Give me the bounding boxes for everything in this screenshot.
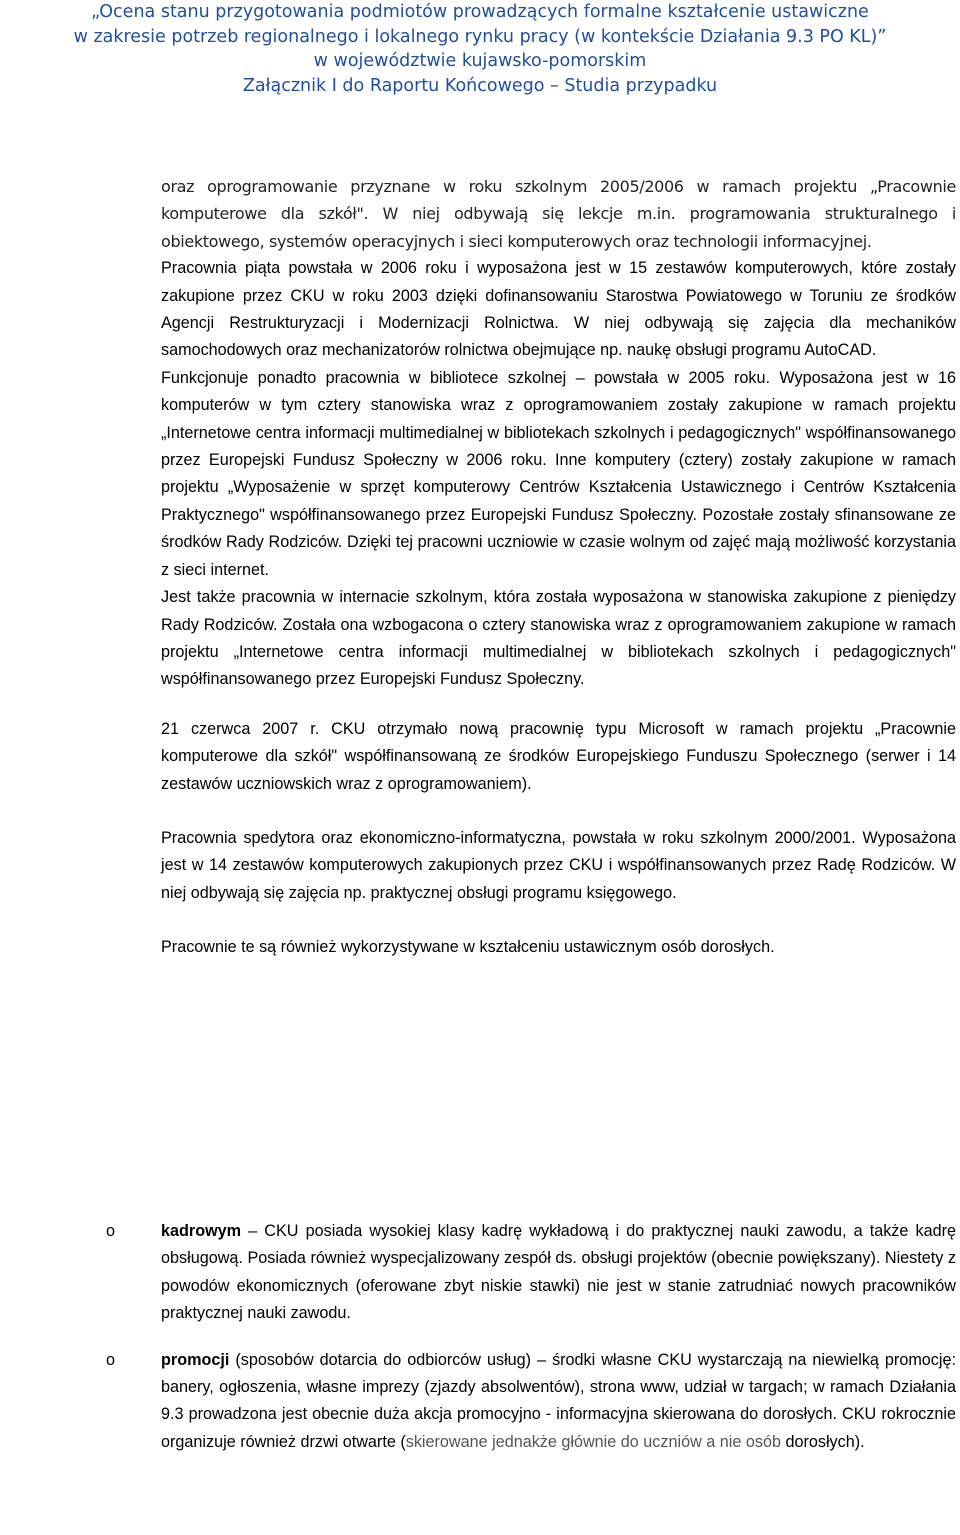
- paragraph-p6: Pracownia spedytora oraz ekonomiczno-informatyczna, powstała w roku szkolnym 2000/2001. Wyposażona jest w 14 zestawów komputerowych zakupionych przez CKU i współfinansowanych przez Radę Rodziców. W niej odbywają się zajęcia np. praktycznej obsługi programu księgowego.: [161, 828, 956, 902]
- document-header: [0, 0, 960, 98]
- paragraph-p4: Jest także pracownia w internacie szkolnym, która została wyposażona w stanowiska zakupione z pieniędzy Rady Rodziców. Została ona wzbogacona o cztery stanowiska wraz z oprogramowaniem zakupione w ramach projektu „Internetowe centra informacji multimedialnej w bibliotekach szkolnych i pedagogicznych" współfinansowanego przez Europejski Fundusz Społeczny.: [161, 588, 956, 689]
- header-line-1: „Ocena stanu przygotowania podmiotów prowadzących formalne kształcenie ustawiczne: [91, 2, 869, 22]
- paragraph-p1: oraz oprogramowanie przyznane w roku szkolnym 2005/2006 w ramach projektu „Pracownie komputerowe dla szkół". W niej odbywają się lekcje m.in. programowania strukturalnego i obiektowego, systemów operacyjnych i sieci komputerowych oraz technologii informacyjnej.: [161, 177, 956, 251]
- header-line-2: w zakresie potrzeb regionalnego i lokalnego rynku pracy (w kontekście Działania 9.3 PO KL)”: [73, 26, 887, 47]
- bullet-item-promocji: [106, 1347, 956, 1457]
- bullet-term: kadrowym: [161, 1222, 242, 1240]
- bullet-term: promocji: [161, 1350, 230, 1369]
- bullet-text: – CKU posiada wysokiej klasy kadrę wykładową i do praktycznej nauki zawodu, a także kadrę obsługową. Posiada również wyspecjalizowany zespół ds. obsługi projektów (obecnie powiększany). Niestety z powodów ekonomicznych (oferowane zbyt niskie stawki) nie jest w stanie zatrudniać nowych pracowników praktycznej nauki zawodu.: [161, 1222, 956, 1323]
- header-line-3: w województwie kujawsko-pomorskim: [313, 51, 647, 72]
- document-body: [161, 173, 956, 962]
- paragraph-p3: Funkcjonuje ponadto pracownia w bibliotece szkolnej – powstała w 2005 roku. Wyposażona jest w 16 komputerów w tym cztery stanowiska wraz z oprogramowaniem zostały zakupione w ramach projektu „Internetowe centra informacji multimedialnej w bibliotekach szkolnych i pedagogicznych" współfinansowanego przez Europejski Fundusz Społeczny w 2006 roku. Inne komputery (cztery) zostały zakupione w ramach projektu „Wyposażenie w sprzęt komputerowy Centrów Kształcenia Ustawicznego i Centrów Kształcenia Praktycznego" współfinansowanego przez Europejski Fundusz Społeczny. Pozostałe zostały sfinansowane ze środków Rady Rodziców. Dzięki tej pracowni uczniowie w czasie wolnym od zajęć mają możliwość korzystania z sieci internet.: [161, 368, 956, 579]
- bullet-text-end: dorosłych).: [780, 1432, 865, 1451]
- paragraph-p5: 21 czerwca 2007 r. CKU otrzymało nową pracownię typu Microsoft w ramach projektu „Pracownie komputerowe dla szkół" współfinansowaną ze środków Europejskiego Funduszu Społecznego (serwer i 14 zestawów uczniowskich wraz z oprogramowaniem).: [161, 719, 956, 793]
- paragraph-p7: Pracownie te są również wykorzystywane w kształceniu ustawicznym osób dorosłych.: [161, 938, 775, 957]
- paragraph-p2: Pracownia piąta powstała w 2006 roku i wyposażona jest w 15 zestawów komputerowych, które zostały zakupione przez CKU w roku 2003 dzięki dofinansowaniu Starostwa Powiatowego w Toruniu ze środków Agencji Restrukturyzacji i Modernizacji Rolnictwa. W niej odbywają się zajęcia dla mechaników samochodowych oraz mechanizatorów rolnictwa obejmujące np. naukę obsługi programu AutoCAD.: [161, 259, 956, 360]
- bullet-marker: o: [106, 1222, 116, 1240]
- bullet-list: [106, 1218, 956, 1456]
- header-line-4: Załącznik I do Raportu Końcowego – Studia przypadku: [242, 75, 718, 96]
- bullet-marker: o: [106, 1350, 116, 1369]
- bullet-item-kadrowym: [106, 1218, 956, 1328]
- bullet-text-gray: skierowane jednakże głównie do uczniów a nie osób: [405, 1432, 781, 1451]
- bullet-text: (sposobów dotarcia do odbiorców usług) – środki własne CKU wystarczają na niewielką promocję: banery, ogłoszenia, własne imprezy (zjazdy absolwentów), strona www, udział w targach; w ramach Działania 9.3 prowadzona jest obecnie duża akcja promocyjno - informacyjna skierowana do dorosłych. CKU rokrocznie organizuje również drzwi otwarte (: [161, 1350, 956, 1451]
